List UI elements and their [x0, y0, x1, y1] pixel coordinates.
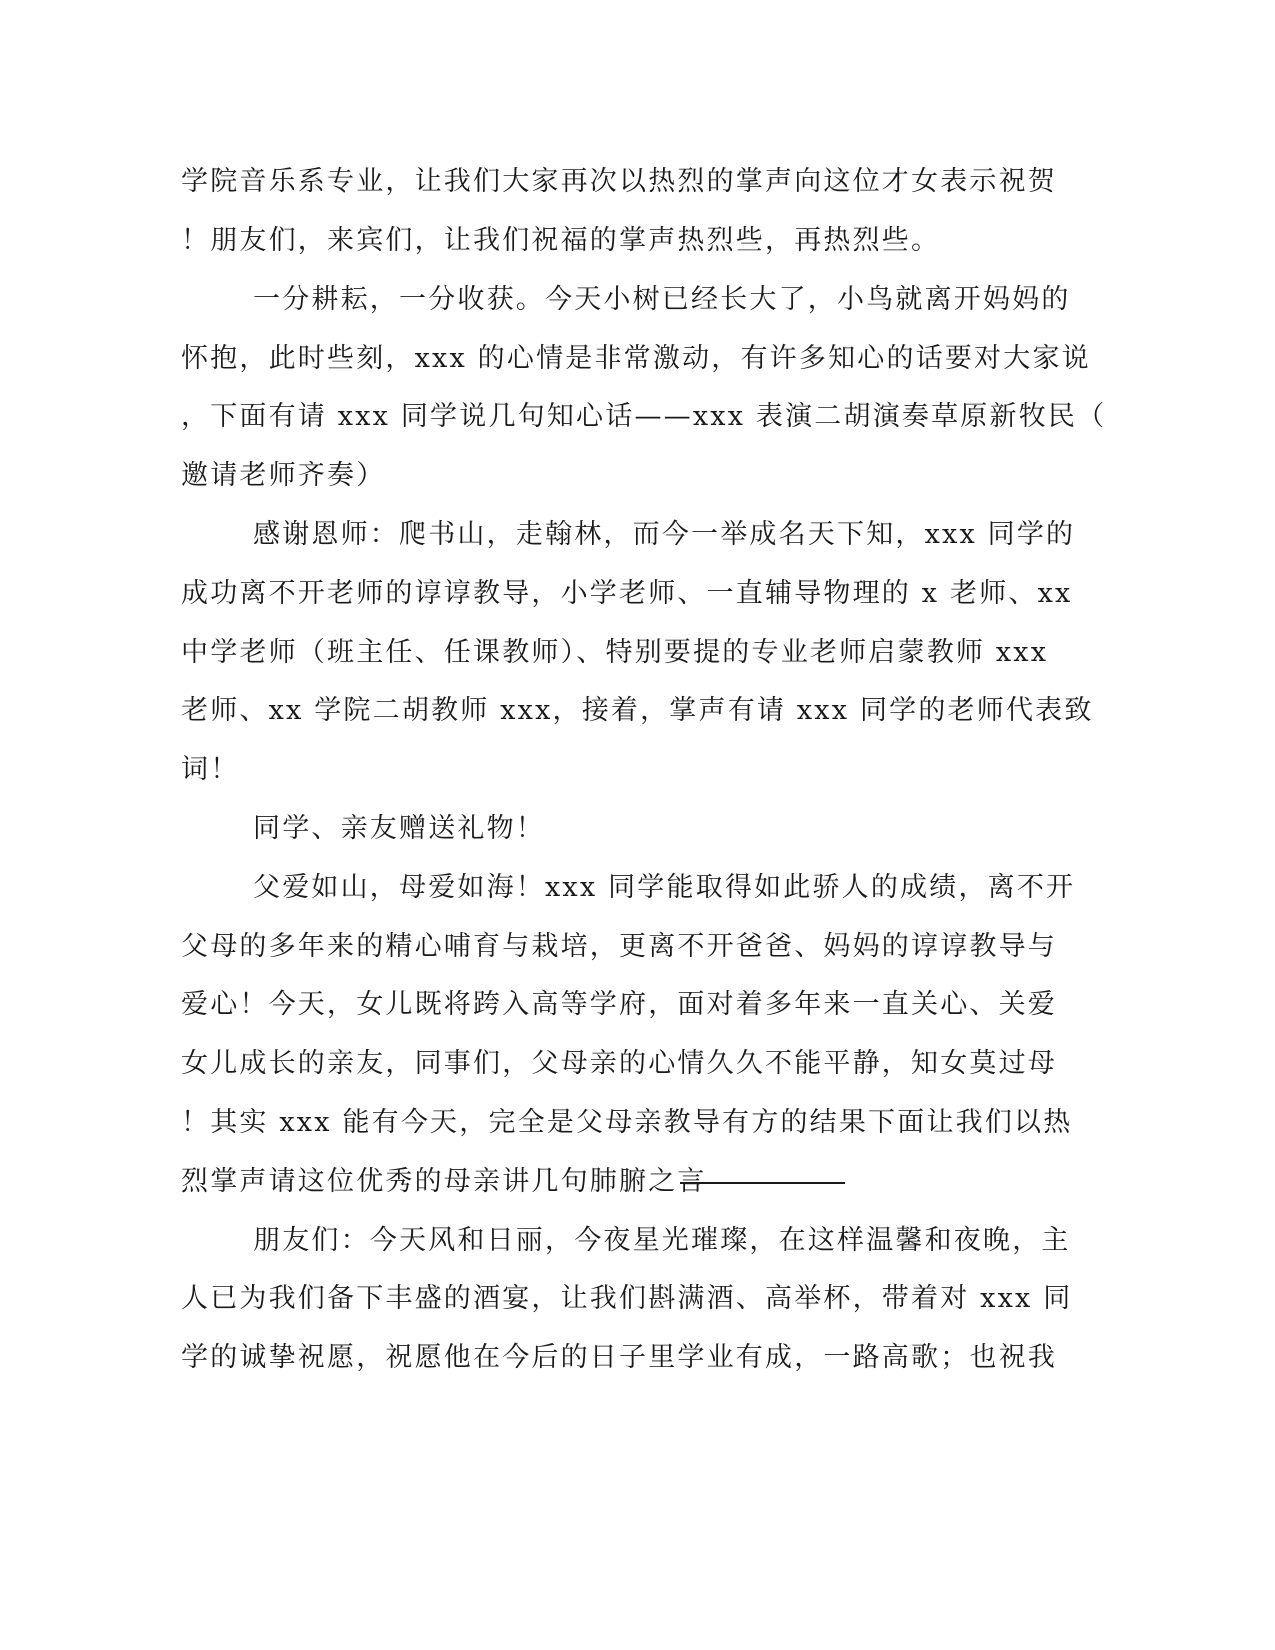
text-line: 学院音乐系专业，让我们大家再次以热烈的掌声向这位才女表示祝贺: [181, 166, 1057, 197]
text-line: 中学老师（班主任、任课教师）、特别要提的专业老师启蒙教师 xxx: [181, 637, 1049, 668]
text-line: 老师、xx 学院二胡教师 xxx，接着，掌声有请 xxx 同学的老师代表致: [181, 695, 1094, 726]
text-line: 怀抱，此时些刻，xxx 的心情是非常激动，有许多知心的话要对大家说: [181, 343, 1091, 374]
text-line: 爱心！今天，女儿既将跨入高等学府，面对着多年来一直关心、关爱: [181, 989, 1057, 1020]
text-line: 女儿成长的亲友，同事们，父母亲的心情久久不能平静，知女莫过母: [181, 1048, 1057, 1079]
paragraph-start-line: 一分耕耘，一分收获。今天小树已经长大了，小鸟就离开妈妈的: [253, 284, 1071, 315]
text-line: ！其实 xxx 能有今天，完全是父母亲教导有方的结果下面让我们以热: [181, 1107, 1073, 1138]
text-line: ，下面有请 xxx 同学说几句知心话——xxx 表演二胡演奏草原新牧民（: [181, 401, 1107, 432]
text-line: ！朋友们，来宾们，让我们祝福的掌声热烈些，再热烈些。: [181, 225, 941, 256]
text-line: 学的诚挚祝愿，祝愿他在今后的日子里学业有成，一路高歌；也祝我: [181, 1342, 1057, 1373]
text-line: 烈掌声请这位优秀的母亲讲几句肺腑之言: [181, 1166, 707, 1197]
text-line: 父母的多年来的精心哺育与栽培，更离不开爸爸、妈妈的谆谆教导与: [181, 931, 1057, 962]
text-line: 词！: [181, 754, 240, 785]
paragraph-start-line: 父爱如山，母爱如海！xxx 同学能取得如此骄人的成绩，离不开: [253, 872, 1076, 903]
paragraph-start-line: 同学、亲友赠送礼物！: [253, 813, 545, 844]
text-line: 邀请老师齐奏）: [181, 460, 386, 491]
text-line: 人已为我们备下丰盛的酒宴，让我们斟满酒、高举杯，带着对 xxx 同: [181, 1283, 1073, 1314]
blank-underline: [680, 1182, 845, 1184]
paragraph-start-line: 朋友们：今天风和日丽，今夜星光璀璨，在这样温馨和夜晚，主: [253, 1225, 1071, 1256]
paragraph-start-line: 感谢恩师：爬书山，走翰林，而今一举成名天下知，xxx 同学的: [253, 519, 1076, 550]
text-line: 成功离不开老师的谆谆教导，小学老师、一直辅导物理的 x 老师、xx: [181, 578, 1073, 609]
